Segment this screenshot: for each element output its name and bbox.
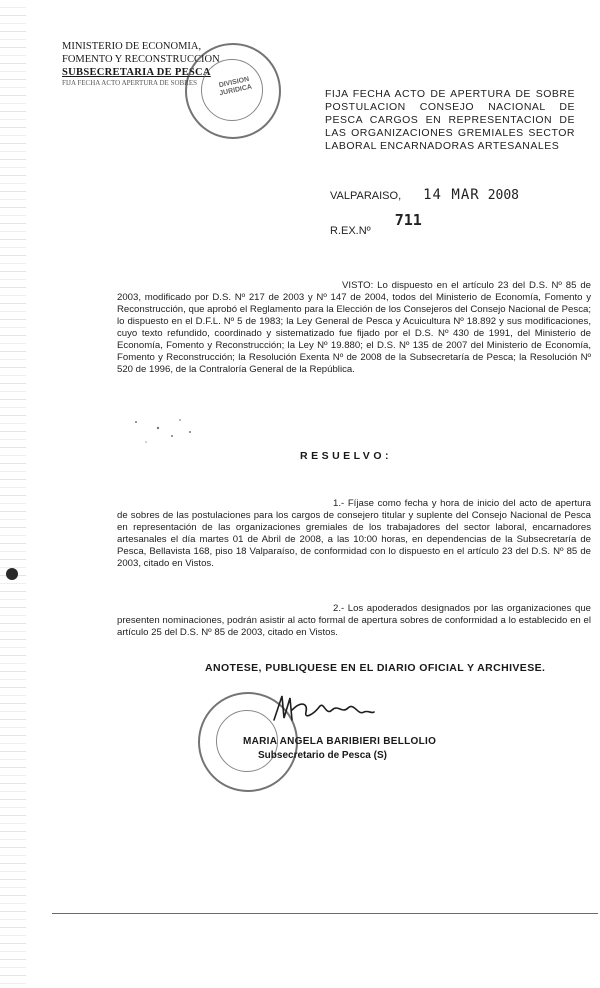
ministry-line-2: FOMENTO Y RECONSTRUCCION [62,54,220,65]
subsecretaria-line: SUBSECRETARIA DE PESCA [62,67,211,78]
ministry-line: MINISTERIO DE ECONOMIA, [62,41,202,52]
visto-paragraph: VISTO: Lo dispuesto en el artículo 23 del D.S. Nº 85 de 2003, modificado por D.S. Nº 217 de 2003 y Nº 147 de 2004, todos del Ministerio de Economía, Fomento y Reconstrucción, que aprobó el Reglamento para la Elección de los Consejeros del Consejo Nacional de Pesca; lo dispuesto en el D.F.L. Nº 5 de 1983; la Ley General de Pesca y Acuicultura Nº 18.892 y sus modificaciones, cuyo texto refundido, coordinado y sistematizado fue fijado por el D.S. Nº 430 de 1991, del Ministerio de Economía, Fomento y Reconstrucción; la Ley Nº 19.880; el D.S. Nº 135 de 2007 del Ministerio de Economía, Fomento y Reconstrucción; la Resolución Exenta Nº de 2008 de la Subsecretaría de Pesca; la Resolución Nº 520 de 1996, de la Contraloría General de la República. [117,280,591,375]
rex-label: R.EX.Nº [330,225,371,237]
scan-edge-noise [0,0,26,988]
resolution-item-2: 2.- Los apoderados designados por las organizaciones que presenten nominaciones, podrán asistir al acto formal de apertura sobres de conformidad a lo establecido en el artículo 25 del D.S. Nº 85 de 2003, citado en Vistos. [117,603,591,638]
date-year: 2008 [487,188,520,203]
place-label: VALPARAISO, [330,190,402,202]
date-day-month: 14 MAR [423,187,480,203]
resolution-number-line [330,211,422,238]
division-juridica-seal [185,43,281,139]
document-title: FIJA FECHA ACTO DE APERTURA DE SOBRE POSTULACION CONSEJO NACIONAL DE PESCA CARGOS EN REPRESENTACION DE LAS ORGANIZACIONES GREMIALES SECTOR LABORAL ENCARNADORAS ARTESANALES [325,88,575,152]
resolution-item-1: 1.- Fíjase como fecha y hora de inicio del acto de apertura de sobres de las postulaciones para los cargos de consejero titular y suplente del Consejo Nacional de Pesca en representación de las organizaciones gremiales de los trabajadores del sector laboral, encarnadores artesanales el día martes 01 de Abril de 2008, a las 10:00 horas, en dependencias de la Subsecretaría de Pesca, Bellavista 168, piso 18 Valparaíso, de conformidad con lo dispuesto en el artículo 23 del D.S. Nº 85 de 2003, citado en Vistos. [117,498,591,569]
footer-rule [52,913,598,914]
rex-number: 711 [394,211,422,229]
reference-line: FIJA FECHA ACTO APERTURA DE SOBRES [62,79,198,87]
punch-hole [6,568,18,580]
signatory-title: Subsecretario de Pesca (S) [258,750,387,761]
date-line [330,187,519,203]
resuelvo-heading: RESUELVO: [300,450,392,462]
handwritten-signature [268,690,378,730]
closing-statement: ANOTESE, PUBLIQUESE EN EL DIARIO OFICIAL Y ARCHIVESE. [205,662,546,674]
seal-text: DIVISION JURIDICA [218,75,253,98]
signatory-name: MARIA ANGELA BARIBIERI BELLOLIO [243,736,437,747]
scan-specks [128,412,208,452]
